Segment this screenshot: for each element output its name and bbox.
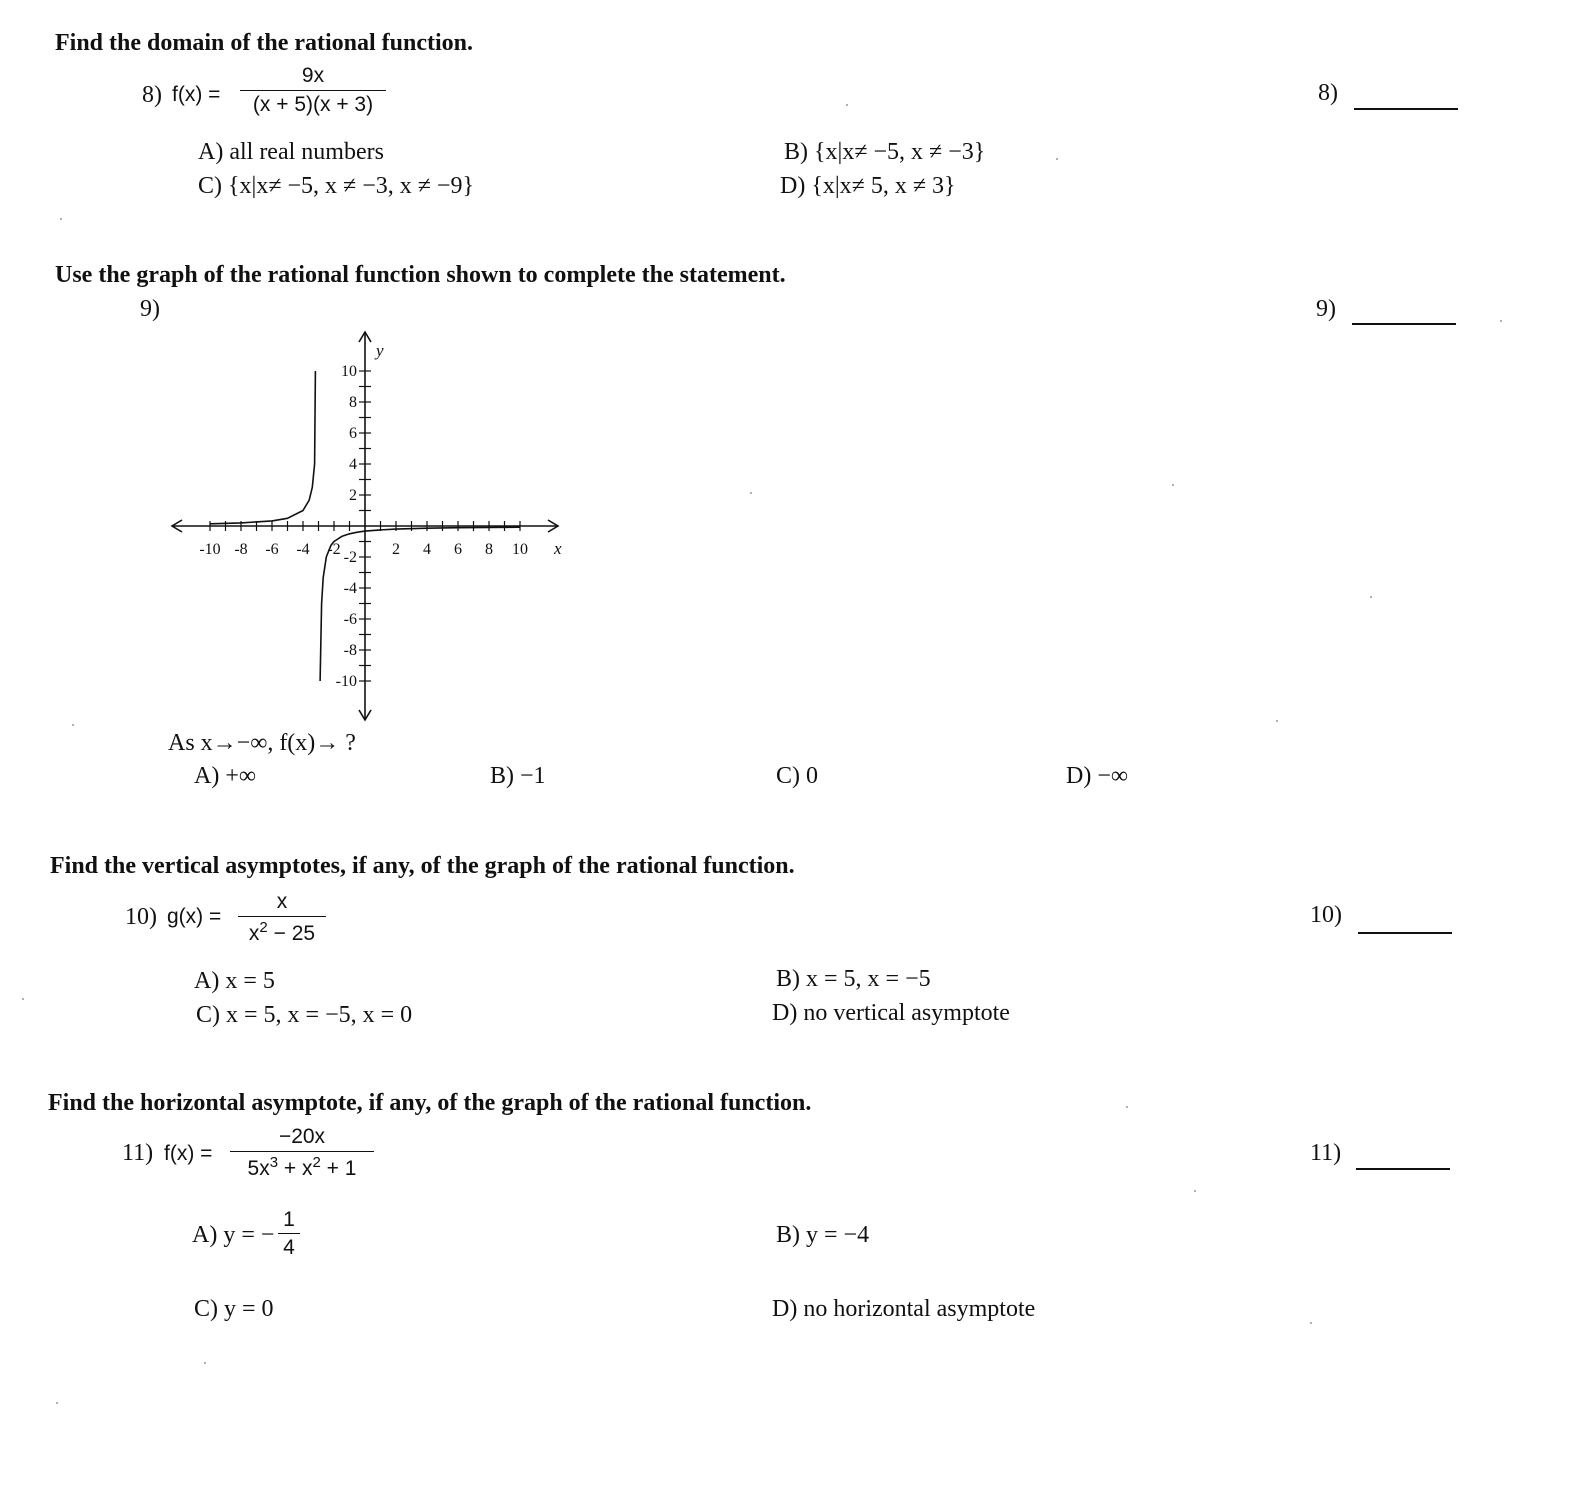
denominator-11-exponent-a: 3 [269,1154,279,1171]
choice-9d[interactable]: D) −∞ [1066,763,1128,789]
denominator-11 [230,1152,374,1181]
question-number-11: 11) [122,1140,154,1166]
y-axis-label: y [376,341,384,360]
limit-statement-9: As x→−∞, f(x)→ ? [168,730,356,756]
y-tick-label: -8 [343,642,357,659]
y-tick-label: 8 [349,394,357,411]
fraction-11 [230,1125,374,1181]
choice-9b[interactable]: B) −1 [490,763,546,789]
scan-speck [846,104,848,106]
x-tick-label: 8 [485,541,493,558]
denominator-11-term-c: + 1 [320,1157,357,1180]
answer-blank-8[interactable] [1354,108,1458,110]
answer-label-8: 8) [1318,80,1338,106]
denominator-10-base: x [248,922,260,945]
choice-11a-prefix: A) y = − [192,1222,275,1248]
section-heading-horizontal-asymptote: Find the horizontal asymptote, if any, of the graph of the rational function. [48,1090,812,1116]
choice-11c[interactable]: C) y = 0 [194,1296,274,1322]
x-tick-label: 4 [423,541,431,558]
choice-11a-numerator: 1 [283,1208,295,1231]
scan-speck [56,1402,58,1404]
scan-speck [1194,1190,1196,1192]
choice-11a-fraction [278,1208,300,1260]
choice-8c[interactable]: C) {x|x≠ −5, x ≠ −3, x ≠ −9} [198,173,474,199]
choice-11a-denominator: 4 [283,1236,295,1259]
denominator-11-term-b: + x [278,1157,313,1180]
section-heading-domain: Find the domain of the rational function. [55,30,474,56]
y-tick-label: -2 [343,549,357,566]
answer-blank-11[interactable] [1356,1168,1450,1170]
rational-function-graph [160,326,590,726]
function-lhs-8: f(x) = [172,83,221,106]
question-number-9: 9) [140,296,160,322]
scan-speck [1370,596,1372,598]
choice-9a[interactable]: A) +∞ [194,763,256,789]
question-number-8: 8) [142,82,162,108]
x-tick-label: -6 [265,541,279,558]
answer-label-9: 9) [1316,296,1336,322]
choice-8b[interactable]: B) {x|x≠ −5, x ≠ −3} [784,139,986,165]
choice-10b[interactable]: B) x = 5, x = −5 [776,966,931,992]
x-tick-label: 6 [454,541,462,558]
denominator-11-term-a: 5x [247,1157,270,1180]
scan-speck [204,1362,206,1364]
denominator-10 [238,917,326,946]
x-tick-label: 10 [512,541,528,558]
x-tick-label: 2 [392,541,400,558]
x-tick-label: -8 [234,541,248,558]
choice-11d[interactable]: D) no horizontal asymptote [772,1296,1036,1322]
denominator-11-exponent-b: 2 [312,1154,321,1171]
answer-label-10: 10) [1310,902,1342,928]
choice-10d[interactable]: D) no vertical asymptote [772,1000,1010,1026]
choice-11b[interactable]: B) y = −4 [776,1222,870,1248]
answer-blank-9[interactable] [1352,323,1456,325]
answer-label-11: 11) [1310,1140,1342,1166]
scan-speck [1172,484,1174,486]
scan-speck [1126,1106,1128,1108]
y-tick-label: 10 [341,363,357,380]
y-tick-label: 2 [349,487,357,504]
choice-10a[interactable]: A) x = 5 [194,968,275,994]
y-tick-label: -10 [335,673,357,690]
choice-9c[interactable]: C) 0 [776,763,818,789]
scan-speck [60,218,62,220]
answer-blank-10[interactable] [1358,932,1452,934]
denominator-10-rest: − 25 [267,922,316,945]
x-tick-label: -4 [296,541,310,558]
function-lhs-10: g(x) = [167,905,222,928]
function-lhs-11: f(x) = [164,1142,213,1165]
denominator-8: (x + 5)(x + 3) [252,93,374,116]
x-tick-label: -2 [327,541,341,558]
scan-speck [1500,320,1502,322]
scan-speck [22,998,24,1000]
choice-8a[interactable]: A) all real numbers [198,139,384,165]
scan-speck [1056,158,1058,160]
section-heading-graph: Use the graph of the rational function shown to complete the statement. [55,262,786,288]
scan-speck [750,492,752,494]
curve-branch-left [210,371,315,524]
scan-speck [1276,720,1278,722]
fraction-8 [240,64,386,117]
y-tick-label: -4 [343,580,357,597]
y-tick-label: 6 [349,425,357,442]
question-number-10: 10) [125,904,157,930]
fraction-10 [238,890,326,946]
choice-8d[interactable]: D) {x|x≠ 5, x ≠ 3} [780,173,956,199]
section-heading-vertical-asymptotes: Find the vertical asymptotes, if any, of the graph of the rational function. [50,853,795,879]
numerator-11: −20x [278,1125,326,1148]
denominator-10-exponent: 2 [259,919,268,936]
scan-speck [1310,1322,1312,1324]
y-tick-label: -6 [343,611,357,628]
numerator-8: 9x [301,64,325,87]
numerator-10: x [276,890,288,913]
scan-speck [72,724,74,726]
x-axis-label: x [554,539,562,558]
y-tick-label: 4 [349,456,357,473]
choice-10c[interactable]: C) x = 5, x = −5, x = 0 [196,1002,413,1028]
x-tick-label: -10 [199,541,221,558]
